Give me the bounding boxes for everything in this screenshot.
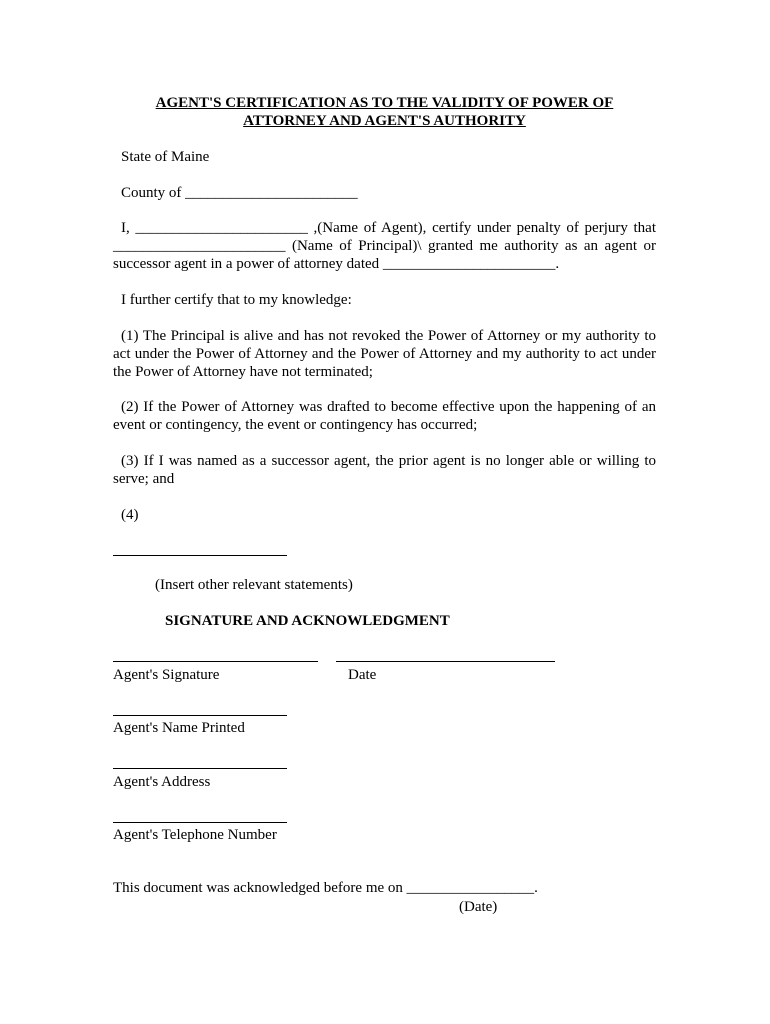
- name-printed-label: Agent's Name Printed: [113, 720, 245, 736]
- telephone-line: [113, 822, 287, 823]
- agent-certification-paragraph: I, _______________________ ,(Name of Agent), certify under penalty of perjury that _______________________ (Name of Principal)\ granted me authority as an agent or successor agent in a power of attorney dated _______________________.: [113, 220, 656, 272]
- item-1-paragraph: (1) The Principal is alive and has not revoked the Power of Attorney or my authority to act under the Power of Attorney and the Power of Attorney and my authority to act under the Power of Attorney have not terminated;: [113, 328, 656, 380]
- acknowledgment-line: This document was acknowledged before me on _________________.: [113, 880, 538, 896]
- date-line: [336, 661, 555, 662]
- item-2-paragraph: (2) If the Power of Attorney was drafted to become effective upon the happening of an event or contingency, the event or contingency has occurred;: [113, 399, 656, 433]
- date-label: Date: [348, 667, 377, 683]
- address-label: Agent's Address: [113, 774, 211, 790]
- telephone-label: Agent's Telephone Number: [113, 827, 277, 843]
- agent-signature-label: Agent's Signature: [113, 667, 220, 683]
- item-3-paragraph: (3) If I was named as a successor agent, the prior agent is no longer able or willing to serve; and: [113, 453, 656, 487]
- county-line: County of _______________________: [121, 185, 358, 201]
- insert-statements-note: (Insert other relevant statements): [155, 577, 353, 593]
- document-title: [113, 94, 656, 130]
- title-line-1: AGENT'S CERTIFICATION AS TO THE VALIDITY OF POWER OF: [155, 95, 614, 111]
- address-line: [113, 768, 287, 769]
- agent-signature-line: [113, 661, 318, 662]
- further-certify-line: I further certify that to my knowledge:: [121, 292, 352, 308]
- item-4-blank-line: [113, 555, 287, 556]
- acknowledgment-date-label: (Date): [459, 899, 498, 915]
- item-4-label: (4): [121, 507, 139, 523]
- signature-heading: SIGNATURE AND ACKNOWLEDGMENT: [165, 613, 450, 629]
- state-line: State of Maine: [121, 149, 210, 165]
- title-line-2: ATTORNEY AND AGENT'S AUTHORITY: [243, 113, 526, 129]
- name-printed-line: [113, 715, 287, 716]
